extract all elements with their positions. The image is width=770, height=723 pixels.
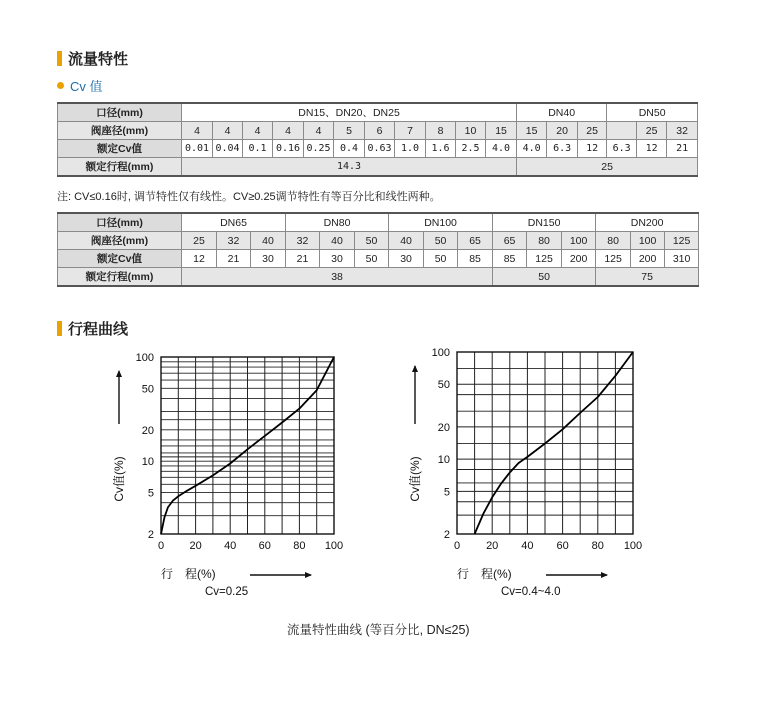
table-cell: 65 (458, 232, 493, 250)
table-cell: 0.1 (243, 140, 273, 158)
chart-equal-percentage-cv04-40 (407, 347, 642, 598)
table-cell: 2.5 (456, 140, 486, 158)
y-tick-label: 100 (431, 347, 450, 359)
table-cell: 1.0 (395, 140, 426, 158)
row-label: 阀座径(mm) (58, 232, 182, 250)
group-header: DN150 (493, 213, 596, 232)
table-cell: 50 (424, 250, 458, 268)
table-cell: 21 (667, 140, 698, 158)
y-tick-label: 100 (135, 352, 154, 364)
subsection-title-text: Cv 值 (70, 79, 103, 94)
x-tick-label: 80 (293, 540, 306, 552)
table-cell: 30 (251, 250, 286, 268)
table-cell: 85 (458, 250, 493, 268)
table-cell: 12 (578, 140, 607, 158)
table-cell: 100 (631, 232, 665, 250)
y-axis-label: Cv值(%) (408, 456, 422, 502)
row-label: 额定Cv值 (58, 250, 182, 268)
chart-equal-percentage-cv025 (111, 352, 343, 598)
table-cell: 6.3 (607, 140, 637, 158)
table-cell: 50 (493, 268, 596, 287)
table-cell: 4 (273, 122, 304, 140)
y-tick-label: 5 (147, 487, 154, 500)
y-tick-label: 2 (147, 529, 154, 541)
table-cell: 14.3 (182, 158, 517, 177)
row-label: 阀座径(mm) (58, 122, 182, 140)
table-cell: 6.3 (547, 140, 578, 158)
table-cell: 0.16 (273, 140, 304, 158)
y-tick-label: 2 (443, 529, 450, 541)
x-tick-label: 60 (258, 540, 271, 552)
table-cell: 40 (251, 232, 286, 250)
table-cell: 75 (596, 268, 699, 287)
table-cell: 65 (493, 232, 527, 250)
table-cell: 21 (286, 250, 320, 268)
y-tick-label: 10 (141, 456, 154, 469)
table-cell: 6 (365, 122, 395, 140)
x-tick-label: 100 (324, 540, 344, 552)
y-tick-label: 20 (141, 424, 154, 437)
table-cell: 100 (562, 232, 596, 250)
row-label: 额定行程(mm) (58, 268, 182, 287)
table-cell: 5 (334, 122, 365, 140)
table-cell: 15 (486, 122, 517, 140)
curve-label: Cv=0.25 (205, 586, 249, 598)
table-cell: 125 (665, 232, 699, 250)
table-cell: 4 (213, 122, 243, 140)
table-cell: 10 (456, 122, 486, 140)
table-cell: 25 (637, 122, 667, 140)
table-cell: 200 (631, 250, 665, 268)
table-note: 注: CV≤0.16时, 调节特性仅有线性。CV≥0.25调节特性有等百分比和线性两种。 (57, 191, 441, 203)
group-header: DN15、DN20、DN25 (182, 103, 517, 122)
y-axis-label: Cv值(%) (112, 456, 126, 502)
x-tick-label: 80 (591, 540, 604, 552)
row-label: 口径(mm) (58, 103, 182, 122)
group-header: DN200 (596, 213, 699, 232)
table-cell: 25 (578, 122, 607, 140)
group-header: DN80 (286, 213, 389, 232)
table-cell: 21 (217, 250, 251, 268)
table-cell: 30 (320, 250, 355, 268)
y-tick-label: 10 (437, 454, 450, 467)
chart-caption: 流量特性曲线 (等百分比, DN≤25) (287, 623, 470, 637)
table-cell: 85 (493, 250, 527, 268)
table-cell: 38 (182, 268, 493, 287)
table-cell: 32 (667, 122, 698, 140)
table-cell: 80 (596, 232, 631, 250)
table-cell: 15 (517, 122, 547, 140)
x-axis-label: 行 程(%) (161, 567, 216, 581)
y-tick-label: 20 (437, 421, 450, 434)
table-cell: 310 (665, 250, 699, 268)
x-axis-label: 行 程(%) (457, 567, 512, 581)
table-cell: 32 (217, 232, 251, 250)
x-tick-label: 40 (224, 540, 237, 552)
table-cell: 4 (304, 122, 334, 140)
row-label: 额定行程(mm) (58, 158, 182, 177)
table-cell: 30 (389, 250, 424, 268)
section-title-text: 行程曲线 (68, 321, 129, 338)
table-cell: 0.63 (365, 140, 395, 158)
table-cell: 32 (286, 232, 320, 250)
x-tick-label: 40 (521, 540, 534, 552)
group-header: DN100 (389, 213, 493, 232)
x-tick-label: 100 (623, 540, 643, 552)
flow-curve (475, 352, 633, 534)
group-header: DN40 (517, 103, 607, 122)
table-cell: 40 (389, 232, 424, 250)
table-cell: 50 (355, 250, 389, 268)
table-cell: 200 (562, 250, 596, 268)
group-header: DN65 (182, 213, 286, 232)
table-cell: 25 (517, 158, 698, 177)
table-cell: 12 (637, 140, 667, 158)
x-tick-label: 60 (556, 540, 569, 552)
table-cell: 125 (596, 250, 631, 268)
table-cell: 25 (182, 232, 217, 250)
y-tick-label: 50 (437, 379, 450, 392)
y-tick-label: 50 (141, 383, 154, 396)
table-cell: 4 (182, 122, 213, 140)
y-tick-label: 5 (443, 486, 450, 499)
table-cell: 0.04 (213, 140, 243, 158)
table-cell: 0.25 (304, 140, 334, 158)
table-cell: 125 (527, 250, 562, 268)
row-label: 额定Cv值 (58, 140, 182, 158)
table-cell: 80 (527, 232, 562, 250)
row-label: 口径(mm) (58, 213, 182, 232)
table-cell: 20 (547, 122, 578, 140)
curve-label: Cv=0.4~4.0 (501, 586, 561, 598)
x-tick-label: 20 (486, 540, 499, 552)
table-cell: 1.6 (426, 140, 456, 158)
x-tick-label: 0 (453, 540, 461, 552)
table-cell: 8 (426, 122, 456, 140)
table-cell: 0.01 (182, 140, 213, 158)
group-header: DN50 (607, 103, 698, 122)
table-cell: 4.0 (517, 140, 547, 158)
table-cell: 12 (182, 250, 217, 268)
section-title-text: 流量特性 (68, 51, 129, 68)
table-cell: 7 (395, 122, 426, 140)
table-cell: 40 (320, 232, 355, 250)
table-cell: 4.0 (486, 140, 517, 158)
table-cell: 50 (355, 232, 389, 250)
x-tick-label: 20 (189, 540, 202, 552)
table-cell: 4 (243, 122, 273, 140)
table-cell: 0.4 (334, 140, 365, 158)
x-tick-label: 0 (157, 540, 165, 552)
table-cell: 50 (424, 232, 458, 250)
